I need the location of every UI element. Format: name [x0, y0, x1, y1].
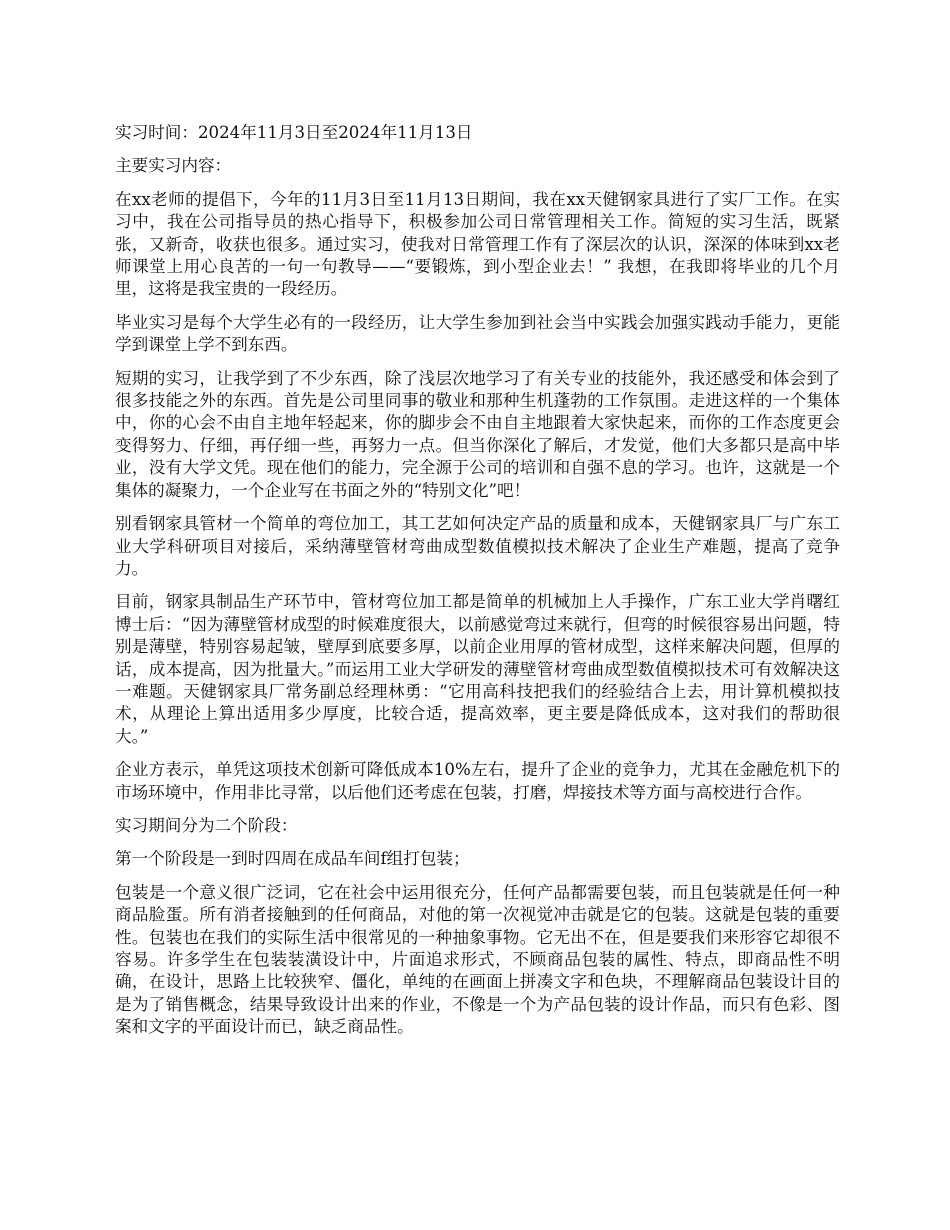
- paragraph-intro: 在xx老师的提倡下，今年的11月3日至11月13日期间，我在xx天健钢家具进行了实厂工作。在实习中，我在公司指导员的热心指导下，积极参加公司日常管理相关工作。简短的实习生活，既紧张，又新奇，收获也很多。通过实习，使我对日常管理工作有了深层次的认识，深深的体味到xx老师课堂上用心良苦的一句一句教导——“要锻炼，到小型企业去！” 我想，在我即将毕业的几个月里，这将是我宝贵的一段经历。: [115, 189, 840, 299]
- internship-period: 实习时间：2024年11月3日至2024年11月13日: [115, 123, 473, 142]
- paragraph-stages-heading: 实习期间分为二个阶段：: [115, 815, 298, 835]
- paragraph-short-internship: 短期的实习，让我学到了不少东西，除了浅层次地学习了有关专业的技能外，我还感受和体会到了很多技能之外的东西。首先是公司里同事的敬业和那种生机蓬勃的工作氛围。走进这样的一个集体中，你的心会不由自主地年轻起来，你的脚步会不由自主地跟着大家快起来，而你的工作态度更会变得努力、仔细，再仔细一些，再努力一点。但当你深化了解后，才发觉，他们大多都只是高中毕业，没有大学文凭。现在他们的能力，完全源于公司的培训和自强不息的学习。也许，这就是一个集体的凝聚力，一个企业写在书面之外的“特别文化”吧！: [115, 368, 840, 500]
- paragraph-packaging: 包装是一个意义很广泛词，它在社会中运用很充分，任何产品都需要包装，而且包装就是任何一种商品脸蛋。所有消者接触到的任何商品，对他的第一次视觉冲击就是它的包装。这就是包装的重要性。包装也在我们的实际生活中很常见的一种抽象事物。它无出不在，但是要我们来形容它却很不容易。许多学生在包装装潢设计中，片面追求形式，不顾商品包装的属性、特点，即商品性不明确，在设计，思路上比较狭窄、僵化，单纯的在画面上拼凑文字和色块，不理解商品包装设计目的是为了销售概念，结果导致设计出来的作业，不像是一个为产品包装的设计作品，而只有色彩、图案和文字的平面设计而已，缺乏商品性。: [115, 882, 840, 1037]
- document-page: [115, 122, 840, 1050]
- paragraph-company-statement: 企业方表示，单凭这项技术创新可降低成本10%左右，提升了企业的竞争力，尤其在金融危机下的市场环境中，作用非比寻常，以后他们还考虑在包装，打磨，焊接技术等方面与高校进行合作。: [115, 760, 840, 802]
- main-content-heading: 主要实习内容：: [115, 156, 232, 176]
- paragraph-current-production: 目前，钢家具制品生产环节中，管材弯位加工都是简单的机械加上人手操作，广东工业大学肖曙红博士后：“因为薄壁管材成型的时候难度很大，以前感觉弯过来就行，但弯的时候很容易出问题，特别是薄壁，特别容易起皱，壁厚到底要多厚，以前企业用厚的管材成型，这样来解决问题，但厚的话，成本提高，因为批量大。”而运用工业大学研发的薄壁管材弯曲成型数值模拟技术可有效解决这一难题。天健钢家具厂常务副总经理林勇：“它用高科技把我们的经验结合上去，用计算机模拟技术，从理论上算出适用多少厚度，比较合适，提高效率，更主要是降低成本，这对我们的帮助很大。”: [115, 592, 840, 746]
- paragraph-first-stage: 第一个阶段是一到时四周在成品车间f组打包装；: [115, 849, 470, 869]
- paragraph-bending-process: 别看钢家具管材一个简单的弯位加工，其工艺如何决定产品的质量和成本，天健钢家具厂与广东工业大学科研项目对接后，采纳薄壁管材弯曲成型数值模拟技术解决了企业生产难题，提高了竞争力。: [115, 514, 840, 578]
- paragraph-graduation-internship: 毕业实习是每个大学生必有的一段经历，让大学生参加到社会当中实践会加强实践动手能力，更能学到课堂上学不到东西。: [115, 312, 840, 355]
